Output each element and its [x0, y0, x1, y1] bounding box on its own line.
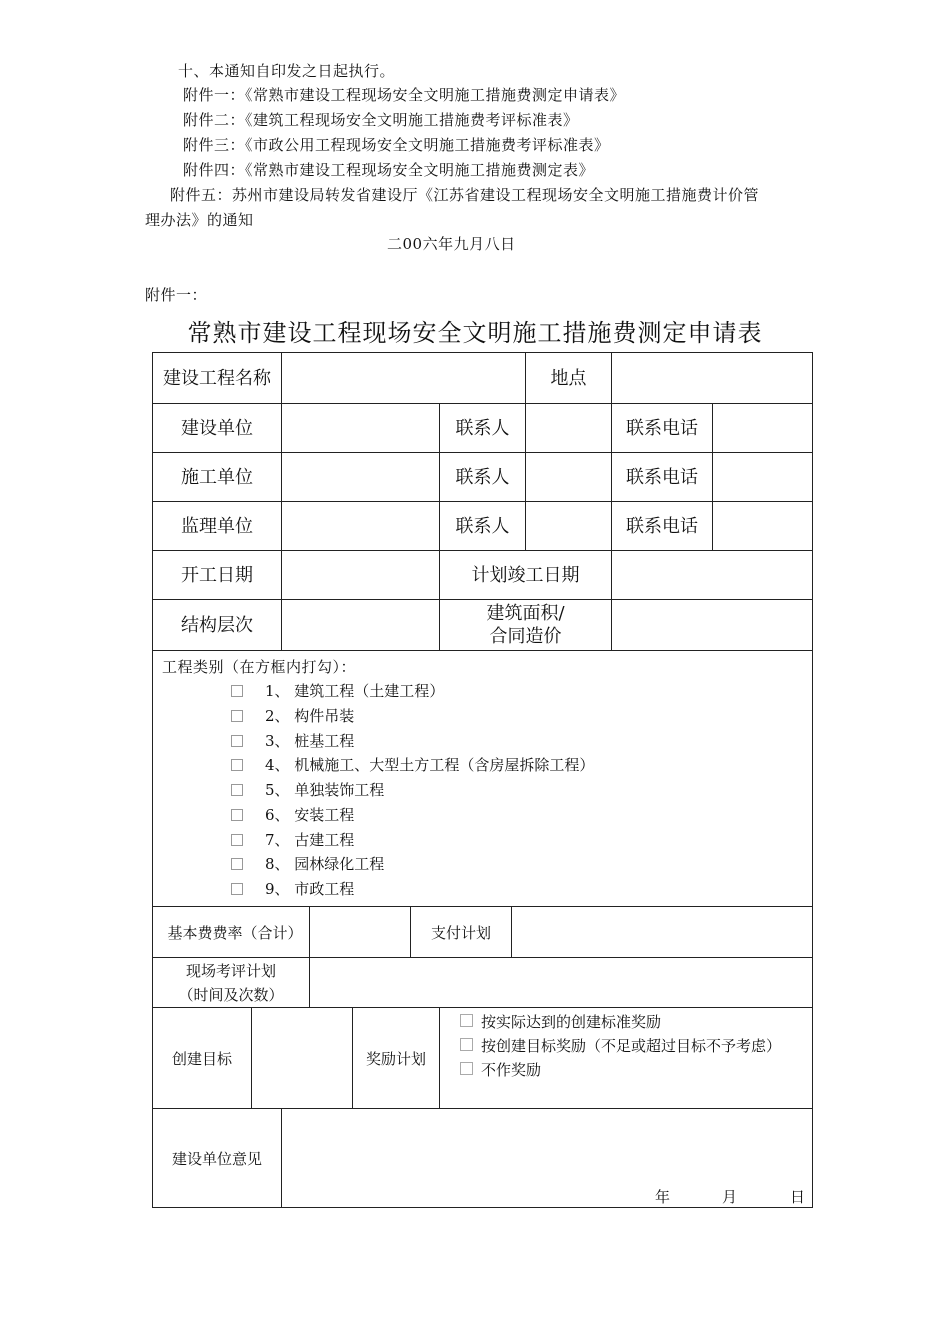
checkbox-icon[interactable]	[231, 710, 243, 722]
label-target: 创建目标	[171, 1049, 232, 1068]
label-project-name: 建设工程名称	[163, 367, 271, 389]
checkbox-icon[interactable]	[231, 883, 243, 895]
category-option-9[interactable]: 9、 市政工程	[231, 878, 354, 899]
attachment-1: 附件一：《常熟市建设工程现场安全文明施工措施费测定申请表》	[183, 86, 626, 104]
label-constructor-contact: 联系人	[455, 466, 510, 488]
checkbox-icon[interactable]	[460, 1062, 473, 1075]
label-location: 地点	[550, 367, 587, 389]
checkbox-icon[interactable]	[231, 685, 243, 697]
project-name-field[interactable]	[282, 353, 525, 403]
start-date-field[interactable]	[282, 551, 439, 599]
label-reward-plan: 奖励计划	[365, 1049, 426, 1068]
location-field[interactable]	[612, 353, 812, 403]
reward-option-3[interactable]: 不作奖励	[448, 1058, 808, 1082]
attachment-2: 附件二：《建筑工程现场安全文明施工措施费考评标准表》	[183, 111, 579, 129]
label-supervisor-phone: 联系电话	[626, 515, 698, 537]
checkbox-icon[interactable]	[231, 784, 243, 796]
constructor-phone-field[interactable]	[713, 453, 812, 501]
builder-field[interactable]	[282, 404, 439, 452]
date-month: 月	[722, 1188, 738, 1206]
checkbox-icon[interactable]	[231, 834, 243, 846]
attachment-5-line1: 附件五：苏州市建设局转发省建设厅《江苏省建设工程现场安全文明施工措施费计价管	[170, 186, 760, 204]
target-field[interactable]	[252, 1008, 352, 1109]
label-start-date: 开工日期	[181, 564, 253, 586]
category-title: 工程类别（在方框内打勾）：	[162, 658, 357, 676]
annex-label: 附件一：	[145, 286, 208, 304]
planned-completion-field[interactable]	[612, 551, 812, 599]
label-structure-floors: 结构层次	[181, 614, 253, 636]
date-year: 年	[655, 1188, 671, 1206]
checkbox-icon[interactable]	[231, 809, 243, 821]
area-contract-field[interactable]	[612, 600, 812, 650]
checkbox-icon[interactable]	[231, 858, 243, 870]
supervisor-contact-field[interactable]	[526, 502, 611, 550]
label-builder-contact: 联系人	[455, 417, 510, 439]
payment-plan-field[interactable]	[512, 907, 812, 958]
form-title: 常熟市建设工程现场安全文明施工措施费测定申请表	[187, 319, 763, 347]
checkbox-icon[interactable]	[460, 1038, 473, 1051]
label-builder-opinion: 建设单位意见	[171, 1149, 262, 1168]
supervisor-phone-field[interactable]	[713, 502, 812, 550]
category-option-1[interactable]: 1、 建筑工程（土建工程）	[231, 680, 444, 701]
label-constructor-phone: 联系电话	[626, 466, 698, 488]
builder-phone-field[interactable]	[713, 404, 812, 452]
label-constructor: 施工单位	[181, 466, 253, 488]
date-day: 日	[790, 1188, 806, 1206]
category-option-7[interactable]: 7、 古建工程	[231, 829, 354, 850]
label-supervisor-contact: 联系人	[455, 515, 510, 537]
attachment-3: 附件三：《市政公用工程现场安全文明施工措施费考评标准表》	[183, 136, 610, 154]
structure-floors-field[interactable]	[282, 600, 439, 650]
label-base-rate: 基本费费率（合计）	[167, 923, 303, 942]
label-site-review: 现场考评计划 （时间及次数）	[178, 962, 284, 1004]
constructor-contact-field[interactable]	[526, 453, 611, 501]
attachment-4: 附件四：《常熟市建设工程现场安全文明施工措施费测定表》	[183, 161, 595, 179]
category-option-2[interactable]: 2、 构件吊装	[231, 705, 354, 726]
category-option-8[interactable]: 8、 园林绿化工程	[231, 853, 384, 874]
notice-date: 二00六年九月八日	[387, 235, 516, 253]
base-rate-field[interactable]	[310, 907, 410, 958]
label-supervisor: 监理单位	[181, 515, 253, 537]
category-option-3[interactable]: 3、 桩基工程	[231, 730, 354, 751]
reward-option-2[interactable]: 按创建目标奖励（不足或超过目标不予考虑）	[448, 1034, 808, 1058]
checkbox-icon[interactable]	[460, 1014, 473, 1027]
label-payment-plan: 支付计划	[430, 923, 491, 942]
builder-contact-field[interactable]	[526, 404, 611, 452]
label-builder: 建设单位	[181, 417, 253, 439]
reward-options	[448, 1010, 808, 1082]
label-area-contract: 建筑面积/ 合同造价	[486, 603, 565, 647]
reward-option-1[interactable]: 按实际达到的创建标准奖励	[448, 1010, 808, 1034]
site-review-field[interactable]	[310, 958, 812, 1008]
builder-opinion-field[interactable]	[282, 1109, 812, 1189]
supervisor-field[interactable]	[282, 502, 439, 550]
constructor-field[interactable]	[282, 453, 439, 501]
notice-item-ten: 十、本通知自印发之日起执行。	[178, 62, 396, 80]
label-planned-completion: 计划竣工日期	[471, 564, 580, 586]
attachment-5-line2: 理办法》的通知	[145, 211, 254, 229]
category-option-6[interactable]: 6、 安装工程	[231, 804, 354, 825]
category-option-5[interactable]: 5、 单独装饰工程	[231, 779, 384, 800]
checkbox-icon[interactable]	[231, 735, 243, 747]
label-builder-phone: 联系电话	[626, 417, 698, 439]
checkbox-icon[interactable]	[231, 759, 243, 771]
category-option-4[interactable]: 4、 机械施工、大型土方工程（含房屋拆除工程）	[231, 754, 594, 775]
